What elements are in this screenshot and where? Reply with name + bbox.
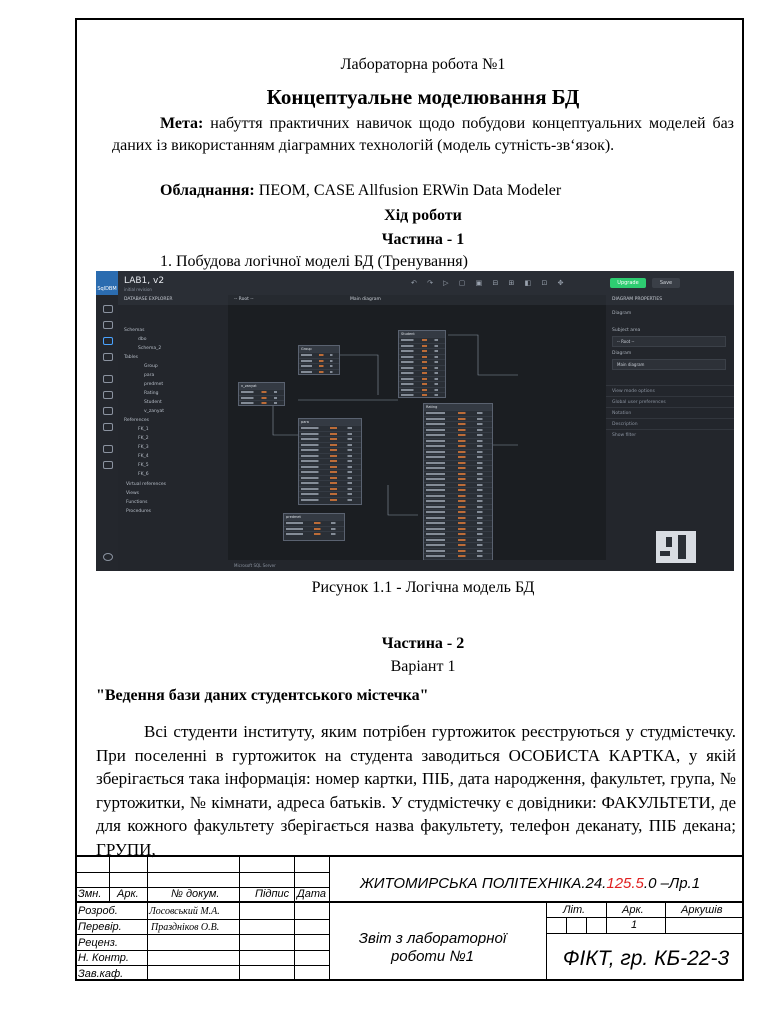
part2-heading: Частина - 2 [381, 635, 465, 652]
table-title: predmet [284, 514, 344, 520]
col-header: № докум. [171, 888, 220, 900]
tree-item: predmet [144, 382, 164, 387]
document-code [360, 875, 700, 892]
database-icon [103, 337, 113, 345]
title-block [75, 855, 744, 983]
doc-code-prefix: ЖИТОМИРСЬКА ПОЛІТЕХНІКА.24. [360, 875, 607, 892]
table-para [298, 418, 362, 505]
minimap [656, 531, 696, 563]
tree-item: dbo [138, 337, 147, 342]
erd-screenshot [96, 271, 734, 571]
tree-item: Procedures [126, 509, 151, 514]
tree-item: v_zanyat [144, 409, 165, 414]
tree-item: Group [144, 364, 158, 369]
app-topbar [96, 271, 734, 295]
doc-code-red: 125.5 [606, 875, 644, 892]
tree-item: FK_4 [138, 454, 149, 459]
arkushiv-label: Аркушів [681, 904, 723, 916]
diagram-field-label: Diagram [612, 351, 632, 356]
rail-icon [103, 305, 113, 313]
rail-icon [103, 423, 113, 431]
group-label: ФІКТ, гр. КБ-22-3 [562, 947, 730, 970]
status-bar [228, 560, 606, 571]
diagram-tab: Main diagram [350, 297, 381, 302]
table-title: Rating [424, 404, 492, 410]
part1-heading: Частина - 1 [381, 231, 465, 248]
ark-label: Арк. [622, 904, 644, 916]
tree-item: FK_1 [138, 427, 149, 432]
table-v-zanyat [238, 382, 285, 406]
rail-icon [103, 461, 113, 469]
explorer-title: DATABASE EXPLORER [118, 295, 228, 305]
tree-item: Schemas [124, 328, 145, 333]
properties-title: DIAGRAM PROPERTIES [606, 295, 734, 305]
table-group [298, 345, 340, 375]
tree-item: FK_5 [138, 463, 149, 468]
project-subtitle: initial revision [124, 287, 152, 292]
variant-paragraph: Всі студенти інституту, яким потрібен гуртожиток реєструються у студмістечку. При поселенні в гуртожиток на студента заводиться ОСОБИСТА КАРТКА, у якій зберігається така інформація: номер картки, ПІБ, дата народження, факультет, група, № гуртожитки, № кімнати, адреса батьків. У студмістечку є довідники: ФАКУЛЬТЕТИ, де для кожного факультету зберігається назва факультету, телефон деканату, ПІБ декана; ГРУПИ, [96, 722, 736, 859]
tree-item: References [124, 418, 150, 423]
subject-area-field [612, 336, 726, 347]
subject-area-label: Subject area [612, 328, 641, 333]
report-title: Звіт з лабораторної роботи №1 [358, 930, 507, 965]
rail-icon [103, 445, 113, 453]
equipment-paragraph [112, 180, 734, 202]
properties-section: Notation [606, 407, 734, 418]
table-title: v_zanyat [239, 383, 284, 389]
equipment-text: ПЕОМ, CASE Allfusion ERWin Data Modeler [254, 182, 562, 199]
rail-icon [103, 375, 113, 383]
col-header: Змн. [78, 888, 102, 900]
table-rating [423, 403, 493, 571]
table-predmet [283, 513, 345, 541]
tree-item: Views [126, 491, 140, 496]
table-title: Student [399, 331, 445, 337]
properties-section: Global user preferences [606, 396, 734, 407]
diagram-field-value: Main diagram [617, 362, 645, 367]
rail-icon [103, 321, 113, 329]
figure-caption: Рисунок 1.1 - Логічна модель БД [311, 579, 535, 596]
help-icon [103, 553, 113, 561]
person-name: Праздніков О.В. [151, 922, 220, 933]
properties-section: Description [606, 418, 734, 429]
ark-value: 1 [631, 919, 638, 931]
tree-item: Student [144, 400, 162, 405]
subject-area-value: -- Root -- [617, 339, 635, 344]
step1-text: 1. Побудова логічної моделі БД (Тренування) [160, 253, 468, 270]
col-header: Арк. [117, 888, 139, 900]
properties-section: Show filter [606, 429, 734, 440]
diagram-properties-panel [606, 295, 734, 571]
tree-item: Tables [124, 355, 138, 360]
tree-item: para [144, 373, 155, 378]
left-rail [96, 295, 118, 571]
rail-icon [103, 391, 113, 399]
equipment-label: Обладнання: [160, 182, 255, 199]
page-title: Концептуальне моделювання БД [266, 85, 580, 109]
database-explorer [118, 295, 228, 571]
tree-item: Functions [126, 500, 148, 505]
topic-title: "Ведення бази даних студентського містечка" [96, 687, 429, 704]
table-title: para [299, 419, 361, 425]
tree-item: Rating [144, 391, 159, 396]
tree-item: Schema_2 [138, 346, 162, 351]
toolbar-icons: ↶ ↷ ▷ ▢ ▣ ⊟ ⊞ ◧ ⊡ ✥ [411, 279, 568, 287]
properties-section: View mode options [606, 385, 734, 396]
role-label: Перевір. [78, 921, 122, 933]
col-header: Дата [297, 888, 327, 900]
app-logo: SqlDBM [96, 271, 118, 295]
rail-icon [103, 407, 113, 415]
project-title: LAB1, v2 [124, 276, 165, 286]
role-label: Зав.каф. [78, 968, 124, 980]
doc-code-suffix: .0 –Лр.1 [643, 875, 701, 892]
col-header: Підпис [255, 888, 290, 900]
tree-item: Virtual references [126, 482, 166, 487]
rail-icon [103, 353, 113, 361]
role-label: Н. Контр. [78, 952, 129, 964]
progress-heading: Хід роботи [384, 207, 462, 224]
table-title: Group [299, 346, 339, 352]
diagram-select: -- Root -- [234, 297, 254, 302]
lit-label: Літ. [563, 904, 586, 916]
diagram-canvas [228, 295, 606, 571]
goal-paragraph [112, 113, 734, 157]
tree-item: FK_3 [138, 445, 149, 450]
upgrade-button: Upgrade [610, 278, 646, 288]
tree-item: FK_6 [138, 472, 149, 477]
role-label: Розроб. [78, 905, 118, 917]
table-student [398, 330, 446, 398]
save-button: Save [652, 278, 680, 288]
person-name: Лосовський М.А. [149, 906, 220, 917]
role-label: Реценз. [78, 937, 118, 949]
variant-label: Варіант 1 [390, 658, 456, 675]
goal-label: Мета: [160, 115, 204, 132]
tree-item: FK_2 [138, 436, 149, 441]
lab-number: Лабораторна робота №1 [340, 56, 506, 73]
diagram-field [612, 359, 726, 370]
properties-diagram-label: Diagram [612, 311, 632, 316]
goal-text: набуття практичних навичок щодо побудови концептуальних моделей баз даних із використанням діаграмних технологій (модель сутність-зв‘язок). [112, 115, 734, 154]
status-db: Microsoft SQL Server [234, 563, 276, 568]
